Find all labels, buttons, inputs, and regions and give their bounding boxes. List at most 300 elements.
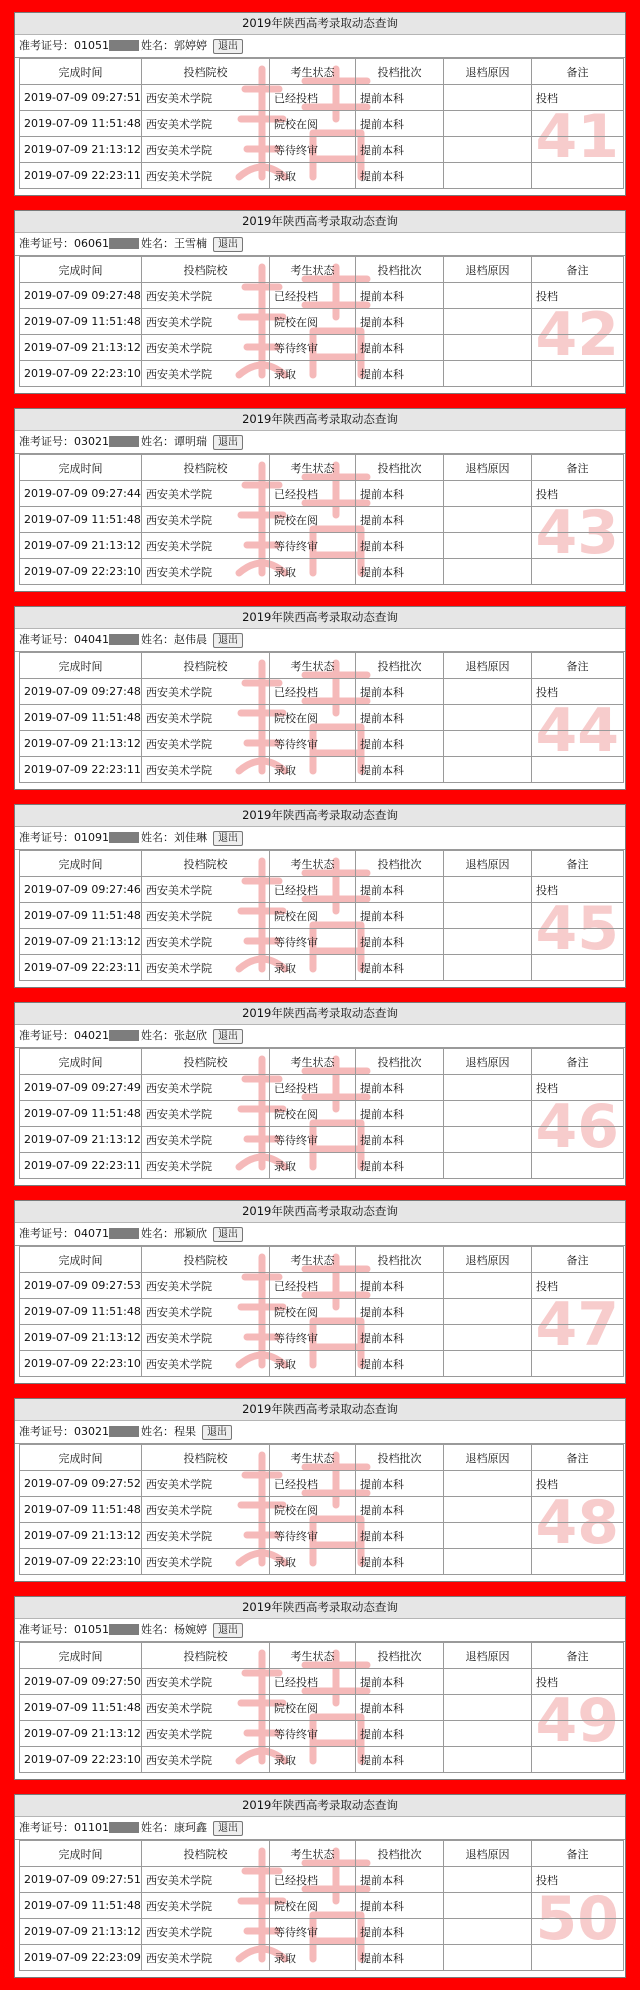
table-cell: 西安美术学院 xyxy=(142,731,270,757)
result-card xyxy=(14,1200,626,1384)
table-cell: 西安美术学院 xyxy=(142,283,270,309)
column-header: 退档原因 xyxy=(444,1445,532,1471)
column-header: 投档批次 xyxy=(356,1643,444,1669)
exit-button[interactable]: 退出 xyxy=(213,39,243,54)
table-cell: 西安美术学院 xyxy=(142,1153,270,1179)
redaction-mask xyxy=(109,1426,139,1437)
card-number: 43 xyxy=(535,498,619,568)
table-row xyxy=(20,1523,624,1549)
table-cell: 提前本科 xyxy=(356,1867,444,1893)
table-cell: 2019-07-09 11:51:48 xyxy=(20,1101,142,1127)
table-cell: 2019-07-09 09:27:51 xyxy=(20,1867,142,1893)
exit-button[interactable]: 退出 xyxy=(202,1425,232,1440)
card-title: 2019年陕西高考录取动态查询 xyxy=(15,607,625,629)
table-cell: 提前本科 xyxy=(356,1127,444,1153)
exit-button[interactable]: 退出 xyxy=(213,1821,243,1836)
table-cell xyxy=(532,361,624,387)
column-header: 完成时间 xyxy=(20,257,142,283)
table-cell xyxy=(532,309,624,335)
name-label: 姓名： xyxy=(141,1623,174,1636)
table-cell: 2019-07-09 11:51:48 xyxy=(20,1299,142,1325)
table-cell xyxy=(532,1127,624,1153)
table-cell xyxy=(532,507,624,533)
redaction-mask xyxy=(109,40,139,51)
table-cell: 2019-07-09 11:51:48 xyxy=(20,903,142,929)
table-cell: 西安美术学院 xyxy=(142,1075,270,1101)
table-cell: 2019-07-09 22:23:09 xyxy=(20,1945,142,1971)
column-header: 备注 xyxy=(532,59,624,85)
table-cell xyxy=(444,507,532,533)
table-row xyxy=(20,705,624,731)
table-cell: 投档 xyxy=(532,481,624,507)
candidate-name: 赵伟晨 xyxy=(174,633,207,646)
table-cell: 投档 xyxy=(532,1075,624,1101)
table-header-row xyxy=(20,851,624,877)
candidate-name: 杨婉婷 xyxy=(174,1623,207,1636)
result-card xyxy=(14,1398,626,1582)
table-cell xyxy=(532,1945,624,1971)
table-cell: 2019-07-09 21:13:12 xyxy=(20,1919,142,1945)
column-header: 考生状态 xyxy=(270,455,356,481)
column-header: 考生状态 xyxy=(270,1841,356,1867)
table-cell xyxy=(444,955,532,981)
results-table xyxy=(19,850,624,981)
table-cell: 2019-07-09 11:51:48 xyxy=(20,309,142,335)
table-row xyxy=(20,85,624,111)
table-cell: 录取 xyxy=(270,163,356,189)
table-row xyxy=(20,111,624,137)
table-cell: 已经投档 xyxy=(270,1075,356,1101)
column-header: 投档院校 xyxy=(142,1445,270,1471)
table-cell: 投档 xyxy=(532,877,624,903)
column-header: 退档原因 xyxy=(444,59,532,85)
table-header-row xyxy=(20,257,624,283)
table-cell xyxy=(444,481,532,507)
name-label: 姓名： xyxy=(141,39,174,52)
table-cell: 录取 xyxy=(270,559,356,585)
card-title: 2019年陕西高考录取动态查询 xyxy=(15,409,625,431)
table-row xyxy=(20,1867,624,1893)
result-card xyxy=(14,1794,626,1978)
column-header: 考生状态 xyxy=(270,1445,356,1471)
results-table xyxy=(19,1246,624,1377)
table-cell: 西安美术学院 xyxy=(142,877,270,903)
candidate-name: 王雪楠 xyxy=(174,237,207,250)
exit-button[interactable]: 退出 xyxy=(213,633,243,648)
table-cell: 西安美术学院 xyxy=(142,679,270,705)
result-card xyxy=(14,1002,626,1186)
candidate-name: 谭明瑞 xyxy=(174,435,207,448)
column-header: 备注 xyxy=(532,455,624,481)
results-table xyxy=(19,1444,624,1575)
candidate-info xyxy=(15,431,625,454)
table-cell: 2019-07-09 22:23:10 xyxy=(20,1351,142,1377)
column-header: 完成时间 xyxy=(20,1445,142,1471)
table-cell: 2019-07-09 22:23:10 xyxy=(20,361,142,387)
table-cell: 已经投档 xyxy=(270,283,356,309)
table-cell xyxy=(444,1299,532,1325)
column-header: 完成时间 xyxy=(20,1247,142,1273)
table-cell xyxy=(444,309,532,335)
table-cell: 2019-07-09 09:27:44 xyxy=(20,481,142,507)
name-label: 姓名： xyxy=(141,633,174,646)
card-number: 45 xyxy=(535,894,619,964)
candidate-name: 康珂鑫 xyxy=(174,1821,207,1834)
table-cell: 西安美术学院 xyxy=(142,163,270,189)
table-cell xyxy=(532,1153,624,1179)
candidate-info xyxy=(15,1025,625,1048)
table-cell: 等待终审 xyxy=(270,1721,356,1747)
table-cell: 2019-07-09 21:13:12 xyxy=(20,533,142,559)
table-cell: 提前本科 xyxy=(356,533,444,559)
column-header: 投档院校 xyxy=(142,1643,270,1669)
table-cell xyxy=(532,757,624,783)
table-cell xyxy=(444,1721,532,1747)
results-table xyxy=(19,256,624,387)
exam-id-label: 准考证号： xyxy=(19,39,74,52)
table-cell: 2019-07-09 09:27:53 xyxy=(20,1273,142,1299)
table-cell xyxy=(532,1351,624,1377)
exam-id-value: 03021 xyxy=(74,1425,109,1438)
column-header: 备注 xyxy=(532,1049,624,1075)
candidate-name: 邢颖欣 xyxy=(174,1227,207,1240)
table-cell: 提前本科 xyxy=(356,1497,444,1523)
table-row xyxy=(20,731,624,757)
name-label: 姓名： xyxy=(141,1029,174,1042)
table-row xyxy=(20,877,624,903)
table-cell xyxy=(444,1075,532,1101)
column-header: 投档院校 xyxy=(142,1247,270,1273)
column-header: 投档批次 xyxy=(356,851,444,877)
table-cell: 2019-07-09 22:23:11 xyxy=(20,955,142,981)
table-cell: 西安美术学院 xyxy=(142,85,270,111)
table-cell: 投档 xyxy=(532,1471,624,1497)
table-cell: 录取 xyxy=(270,361,356,387)
table-cell: 提前本科 xyxy=(356,361,444,387)
table-row xyxy=(20,1101,624,1127)
table-cell: 西安美术学院 xyxy=(142,903,270,929)
table-cell: 提前本科 xyxy=(356,111,444,137)
card-number: 50 xyxy=(535,1884,619,1954)
table-row xyxy=(20,929,624,955)
table-cell: 提前本科 xyxy=(356,1325,444,1351)
result-card xyxy=(14,606,626,790)
table-cell: 提前本科 xyxy=(356,163,444,189)
table-cell: 已经投档 xyxy=(270,1669,356,1695)
results-table xyxy=(19,454,624,585)
table-cell: 西安美术学院 xyxy=(142,335,270,361)
table-cell: 2019-07-09 11:51:48 xyxy=(20,111,142,137)
table-cell xyxy=(444,1669,532,1695)
table-cell: 院校在阅 xyxy=(270,1695,356,1721)
table-cell: 提前本科 xyxy=(356,85,444,111)
table-cell xyxy=(532,1919,624,1945)
table-row xyxy=(20,1497,624,1523)
column-header: 退档原因 xyxy=(444,851,532,877)
column-header: 投档批次 xyxy=(356,1841,444,1867)
table-cell: 录取 xyxy=(270,1747,356,1773)
result-card xyxy=(14,12,626,196)
table-cell: 提前本科 xyxy=(356,1471,444,1497)
table-cell: 西安美术学院 xyxy=(142,137,270,163)
table-cell: 录取 xyxy=(270,1549,356,1575)
column-header: 退档原因 xyxy=(444,1049,532,1075)
table-cell: 西安美术学院 xyxy=(142,1549,270,1575)
table-cell: 2019-07-09 21:13:12 xyxy=(20,929,142,955)
table-cell: 西安美术学院 xyxy=(142,1497,270,1523)
table-cell: 录取 xyxy=(270,757,356,783)
table-row xyxy=(20,1153,624,1179)
name-label: 姓名： xyxy=(141,1227,174,1240)
column-header: 投档院校 xyxy=(142,851,270,877)
card-title: 2019年陕西高考录取动态查询 xyxy=(15,1399,625,1421)
table-cell xyxy=(444,1695,532,1721)
table-cell: 2019-07-09 11:51:48 xyxy=(20,1497,142,1523)
name-label: 姓名： xyxy=(141,1821,174,1834)
table-cell: 西安美术学院 xyxy=(142,929,270,955)
table-cell xyxy=(444,533,532,559)
column-header: 考生状态 xyxy=(270,59,356,85)
column-header: 投档批次 xyxy=(356,1445,444,1471)
table-cell xyxy=(532,1299,624,1325)
column-header: 退档原因 xyxy=(444,1247,532,1273)
column-header: 投档批次 xyxy=(356,257,444,283)
card-title: 2019年陕西高考录取动态查询 xyxy=(15,1795,625,1817)
table-cell: 西安美术学院 xyxy=(142,1893,270,1919)
column-header: 退档原因 xyxy=(444,1643,532,1669)
table-cell: 西安美术学院 xyxy=(142,1127,270,1153)
results-table xyxy=(19,1642,624,1773)
table-cell: 提前本科 xyxy=(356,1919,444,1945)
table-cell: 提前本科 xyxy=(356,1747,444,1773)
table-cell: 西安美术学院 xyxy=(142,1101,270,1127)
name-label: 姓名： xyxy=(141,1425,174,1438)
candidate-name: 刘佳琳 xyxy=(174,831,207,844)
table-row xyxy=(20,757,624,783)
table-header-row xyxy=(20,1841,624,1867)
column-header: 考生状态 xyxy=(270,653,356,679)
table-cell: 提前本科 xyxy=(356,1721,444,1747)
exit-button[interactable]: 退出 xyxy=(213,435,243,450)
table-cell: 提前本科 xyxy=(356,679,444,705)
table-cell: 投档 xyxy=(532,1867,624,1893)
table-header-row xyxy=(20,1445,624,1471)
table-row xyxy=(20,309,624,335)
exit-button[interactable]: 退出 xyxy=(213,1623,243,1638)
table-cell: 提前本科 xyxy=(356,877,444,903)
table-cell: 录取 xyxy=(270,1153,356,1179)
column-header: 投档院校 xyxy=(142,59,270,85)
table-cell xyxy=(444,1945,532,1971)
table-cell xyxy=(532,929,624,955)
table-cell: 2019-07-09 09:27:48 xyxy=(20,283,142,309)
table-cell: 院校在阅 xyxy=(270,1497,356,1523)
table-cell: 2019-07-09 22:23:10 xyxy=(20,1747,142,1773)
card-number: 41 xyxy=(535,102,619,172)
table-cell: 2019-07-09 22:23:11 xyxy=(20,163,142,189)
table-cell: 2019-07-09 21:13:12 xyxy=(20,731,142,757)
exit-button[interactable]: 退出 xyxy=(213,1029,243,1044)
exam-id-value: 01091 xyxy=(74,831,109,844)
table-cell: 提前本科 xyxy=(356,1273,444,1299)
exam-id-value: 01051 xyxy=(74,39,109,52)
redaction-mask xyxy=(109,1822,139,1833)
table-cell: 院校在阅 xyxy=(270,903,356,929)
card-number: 47 xyxy=(535,1290,619,1360)
table-row xyxy=(20,1351,624,1377)
results-table xyxy=(19,652,624,783)
results-table xyxy=(19,58,624,189)
table-cell xyxy=(444,1127,532,1153)
table-cell: 提前本科 xyxy=(356,1075,444,1101)
table-cell: 投档 xyxy=(532,1273,624,1299)
exam-id-label: 准考证号： xyxy=(19,1425,74,1438)
table-row xyxy=(20,1669,624,1695)
redaction-mask xyxy=(109,1228,139,1239)
exit-button[interactable]: 退出 xyxy=(213,831,243,846)
table-cell xyxy=(532,1721,624,1747)
table-row xyxy=(20,679,624,705)
table-row xyxy=(20,137,624,163)
exam-id-value: 01101 xyxy=(74,1821,109,1834)
table-cell xyxy=(444,1471,532,1497)
table-cell xyxy=(444,903,532,929)
column-header: 备注 xyxy=(532,1445,624,1471)
table-row xyxy=(20,1721,624,1747)
card-title: 2019年陕西高考录取动态查询 xyxy=(15,1003,625,1025)
table-cell: 提前本科 xyxy=(356,335,444,361)
exam-id-value: 04021 xyxy=(74,1029,109,1042)
table-cell xyxy=(444,1523,532,1549)
redaction-mask xyxy=(109,1624,139,1635)
table-cell: 2019-07-09 09:27:48 xyxy=(20,679,142,705)
table-cell: 西安美术学院 xyxy=(142,1669,270,1695)
name-label: 姓名： xyxy=(141,237,174,250)
table-cell: 提前本科 xyxy=(356,559,444,585)
candidate-info xyxy=(15,1223,625,1246)
table-cell: 录取 xyxy=(270,1351,356,1377)
table-cell: 西安美术学院 xyxy=(142,1299,270,1325)
table-header-row xyxy=(20,1643,624,1669)
table-cell: 提前本科 xyxy=(356,283,444,309)
table-row xyxy=(20,1893,624,1919)
table-cell xyxy=(444,361,532,387)
table-cell: 等待终审 xyxy=(270,731,356,757)
exam-id-value: 06061 xyxy=(74,237,109,250)
exam-id-label: 准考证号： xyxy=(19,435,74,448)
table-cell: 西安美术学院 xyxy=(142,1867,270,1893)
column-header: 备注 xyxy=(532,1643,624,1669)
table-header-row xyxy=(20,59,624,85)
table-cell xyxy=(444,1273,532,1299)
exit-button[interactable]: 退出 xyxy=(213,1227,243,1242)
table-row xyxy=(20,1325,624,1351)
table-header-row xyxy=(20,1247,624,1273)
table-cell xyxy=(444,283,532,309)
redaction-mask xyxy=(109,436,139,447)
column-header: 投档批次 xyxy=(356,1247,444,1273)
column-header: 完成时间 xyxy=(20,455,142,481)
column-header: 退档原因 xyxy=(444,257,532,283)
table-cell: 西安美术学院 xyxy=(142,507,270,533)
column-header: 投档院校 xyxy=(142,455,270,481)
table-cell xyxy=(444,929,532,955)
table-cell xyxy=(532,335,624,361)
table-cell: 西安美术学院 xyxy=(142,481,270,507)
table-row xyxy=(20,1075,624,1101)
table-cell: 提前本科 xyxy=(356,929,444,955)
table-cell: 提前本科 xyxy=(356,757,444,783)
table-cell xyxy=(444,137,532,163)
table-cell: 西安美术学院 xyxy=(142,955,270,981)
column-header: 完成时间 xyxy=(20,59,142,85)
candidate-info xyxy=(15,1421,625,1444)
table-cell xyxy=(532,731,624,757)
table-cell: 西安美术学院 xyxy=(142,533,270,559)
exam-id-label: 准考证号： xyxy=(19,1227,74,1240)
result-card xyxy=(14,408,626,592)
table-cell: 等待终审 xyxy=(270,1523,356,1549)
column-header: 考生状态 xyxy=(270,257,356,283)
table-cell: 西安美术学院 xyxy=(142,111,270,137)
results-table xyxy=(19,1048,624,1179)
table-row xyxy=(20,507,624,533)
table-cell: 提前本科 xyxy=(356,955,444,981)
exam-id-label: 准考证号： xyxy=(19,1623,74,1636)
table-cell: 2019-07-09 11:51:48 xyxy=(20,705,142,731)
table-cell: 录取 xyxy=(270,1945,356,1971)
table-cell: 西安美术学院 xyxy=(142,559,270,585)
column-header: 投档院校 xyxy=(142,653,270,679)
table-cell xyxy=(444,1325,532,1351)
table-cell: 2019-07-09 22:23:10 xyxy=(20,1549,142,1575)
result-card xyxy=(14,210,626,394)
table-cell: 等待终审 xyxy=(270,1325,356,1351)
table-cell xyxy=(444,1101,532,1127)
table-cell: 等待终审 xyxy=(270,929,356,955)
table-cell: 等待终审 xyxy=(270,335,356,361)
table-cell: 等待终审 xyxy=(270,533,356,559)
table-cell: 提前本科 xyxy=(356,1945,444,1971)
table-cell: 2019-07-09 22:23:11 xyxy=(20,1153,142,1179)
table-cell: 2019-07-09 21:13:12 xyxy=(20,335,142,361)
table-cell xyxy=(532,955,624,981)
table-row xyxy=(20,163,624,189)
table-cell: 投档 xyxy=(532,679,624,705)
table-cell: 2019-07-09 09:27:50 xyxy=(20,1669,142,1695)
table-cell: 提前本科 xyxy=(356,1669,444,1695)
table-cell: 已经投档 xyxy=(270,1273,356,1299)
exit-button[interactable]: 退出 xyxy=(213,237,243,252)
table-cell: 投档 xyxy=(532,1669,624,1695)
table-cell xyxy=(444,1919,532,1945)
table-cell xyxy=(532,1497,624,1523)
table-cell: 等待终审 xyxy=(270,1127,356,1153)
results-table xyxy=(19,1840,624,1971)
redaction-mask xyxy=(109,1030,139,1041)
table-row xyxy=(20,1299,624,1325)
table-cell: 西安美术学院 xyxy=(142,705,270,731)
exam-id-value: 04071 xyxy=(74,1227,109,1240)
exam-id-label: 准考证号： xyxy=(19,831,74,844)
table-cell xyxy=(532,1549,624,1575)
table-cell: 提前本科 xyxy=(356,1893,444,1919)
table-cell xyxy=(444,1867,532,1893)
table-cell: 院校在阅 xyxy=(270,1893,356,1919)
table-cell xyxy=(532,111,624,137)
table-cell xyxy=(444,705,532,731)
table-cell: 2019-07-09 11:51:48 xyxy=(20,1695,142,1721)
